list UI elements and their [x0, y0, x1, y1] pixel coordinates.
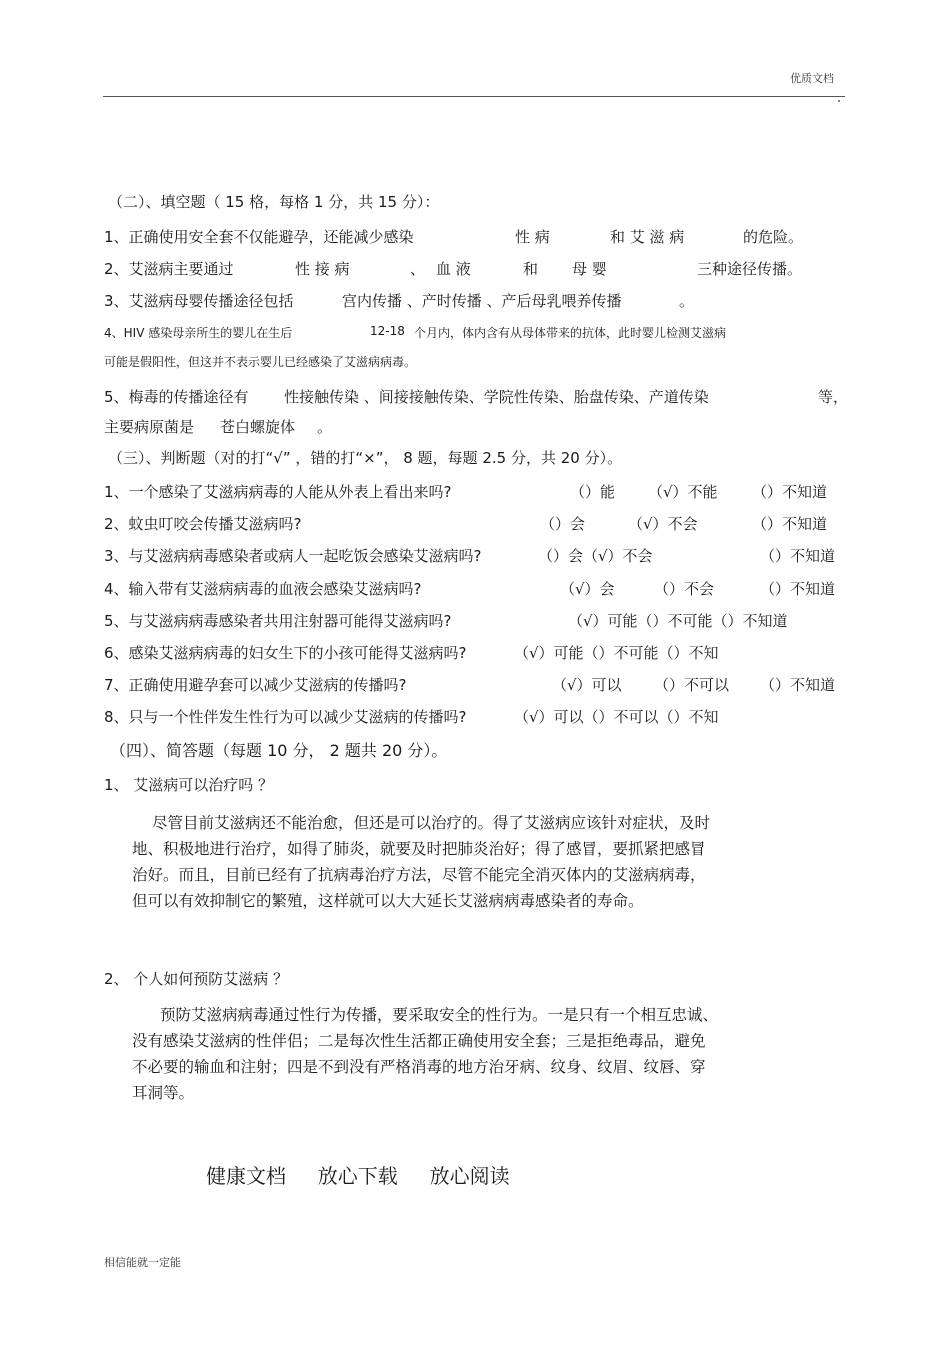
fill-q2-text: 2、艾滋病主要通过 — [104, 260, 234, 278]
fill-heading: （二）、填空题（ 15 格，每格 1 分，共 15 分）： — [108, 193, 440, 211]
judge-question: 8、只与一个性伴发生性行为可以减少艾滋病的传播吗? — [104, 708, 467, 726]
fill-q5-line2-tail: 。 — [317, 418, 333, 436]
judge-option: （√）可能（）不可能（）不知 — [514, 644, 719, 662]
judge-option: （）会（√）不会 — [538, 547, 653, 565]
header-dot — [838, 100, 840, 102]
answer-line: 没有感染艾滋病的性伴侣；二是每次性生活都正确使用安全套；三是拒绝毒品，避免 — [132, 1032, 706, 1050]
judge-option: （√）可能（）不可能（）不知道 — [568, 612, 788, 630]
judge-option: （）不知道 — [760, 676, 836, 694]
answer-line: 不必要的输血和注射；四是不到没有严格消毒的地方治牙病、纹身、纹眉、纹唇、穿 — [132, 1058, 706, 1076]
judge-option: （）能 — [570, 483, 616, 501]
header-divider — [103, 96, 845, 97]
slogan: 健康文档 放心下载 放心阅读 — [206, 1164, 510, 1188]
fill-q5-tail: 等， — [818, 388, 849, 406]
fill-q3-text: 3、艾滋病母婴传播途径包括 — [104, 292, 294, 310]
fill-q4-text: 4、HIV 感染母亲所生的婴儿在生后 — [104, 326, 293, 340]
fill-q5-text: 5、梅毒的传播途径有 — [104, 388, 249, 406]
judge-option: （√）不能 — [648, 483, 718, 501]
judge-option: （）不会 — [654, 580, 715, 598]
judge-heading: （三）、判断题（对的打“√” ，错的打“×”， 8 题，每题 2.5 分，共 20 分）。 — [108, 449, 623, 467]
judge-option: （）会 — [540, 515, 586, 533]
fill-q1-answer-1: 性 病 — [515, 228, 550, 246]
answer-line: 预防艾滋病病毒通过性行为传播，要采取安全的性行为。一是只有一个相互忠诚、 — [160, 1006, 719, 1024]
fill-q2-and: 和 — [523, 260, 539, 278]
footer-label: 相信能就一定能 — [104, 1256, 181, 1269]
judge-option: （）不可以 — [654, 676, 730, 694]
answer-line: 尽管目前艾滋病还不能治愈，但还是可以治疗的。得了艾滋病应该针对症状，及时 — [152, 814, 711, 832]
answer-line: 治好。而且，目前已经有了抗病毒治疗方法，尽管不能完全消灭体内的艾滋病病毒， — [132, 866, 706, 884]
answer-line: 耳洞等。 — [132, 1084, 195, 1102]
fill-q4-line2: 可能是假阳性，但这并不表示婴儿已经感染了艾滋病病毒。 — [104, 355, 417, 369]
judge-option: （√）可以（）不可以（）不知 — [514, 708, 719, 726]
judge-option: （√）会 — [560, 580, 615, 598]
judge-option: （）不知道 — [760, 580, 836, 598]
judge-question: 4、输入带有艾滋病病毒的血液会感染艾滋病吗? — [104, 580, 422, 598]
short-q1-title: 1、 艾滋病可以治疗吗 ？ — [104, 776, 274, 794]
fill-q3-answer: 宫内传播 、产时传播 、产后母乳喂养传播 — [342, 292, 622, 310]
fill-q5-line2-answer: 苍白螺旋体 — [220, 418, 296, 436]
fill-q1-tail: 的危险。 — [743, 228, 804, 246]
fill-q2-tail: 三种途径传播。 — [697, 260, 803, 278]
short-q2-title: 2、 个人如何预防艾滋病 ？ — [104, 970, 289, 988]
fill-q1-answer-2: 和 艾 滋 病 — [610, 228, 685, 246]
fill-q3-tail: 。 — [679, 292, 695, 310]
fill-q2-answer-1: 性 接 病 — [295, 260, 350, 278]
judge-option: （√）不会 — [628, 515, 698, 533]
judge-question: 5、与艾滋病病毒感染者共用注射器可能得艾滋病吗? — [104, 612, 452, 630]
fill-q2-answer-2: 血 液 — [436, 260, 471, 278]
short-q1-answer — [132, 810, 710, 914]
fill-q5-line2-text: 主要病原菌是 — [104, 418, 195, 436]
judge-question: 2、蚊虫叮咬会传播艾滋病吗? — [104, 515, 302, 533]
judge-option: （）不知道 — [752, 515, 828, 533]
header-label: 优质文档 — [790, 72, 834, 85]
fill-q5-answer: 性接触传染 、间接接触传染、学院性传染、胎盘传染、产道传染 — [284, 388, 709, 406]
fill-q4-answer: 12-18 — [370, 324, 405, 338]
judge-option: （）不知道 — [760, 547, 836, 565]
judge-option: （）不知道 — [752, 483, 828, 501]
answer-line: 地、积极地进行治疗，如得了肺炎，就要及时把肺炎治好；得了感冒，要抓紧把感冒 — [132, 840, 706, 858]
short-q2-answer — [132, 1002, 718, 1106]
judge-question: 7、正确使用避孕套可以减少艾滋病的传播吗? — [104, 676, 407, 694]
short-heading: （四）、简答题（每题 10 分， 2 题共 20 分）。 — [110, 741, 448, 760]
judge-question: 1、一个感染了艾滋病病毒的人能从外表上看出来吗? — [104, 483, 452, 501]
judge-question: 6、感染艾滋病病毒的妇女生下的小孩可能得艾滋病吗? — [104, 644, 467, 662]
fill-q4-text-cont: 个月内，体内含有从母体带来的抗体，此时婴儿检测艾滋病 — [414, 326, 727, 340]
fill-q1-text: 1、正确使用安全套不仅能避孕，还能减少感染 — [104, 228, 414, 246]
fill-q2-answer-3: 母 婴 — [572, 260, 607, 278]
judge-question: 3、与艾滋病病毒感染者或病人一起吃饭会感染艾滋病吗? — [104, 547, 482, 565]
fill-q2-sep: 、 — [410, 260, 426, 278]
answer-line: 但可以有效抑制它的繁殖，这样就可以大大延长艾滋病病毒感染者的寿命。 — [132, 892, 644, 910]
judge-option: （√）可以 — [552, 676, 622, 694]
